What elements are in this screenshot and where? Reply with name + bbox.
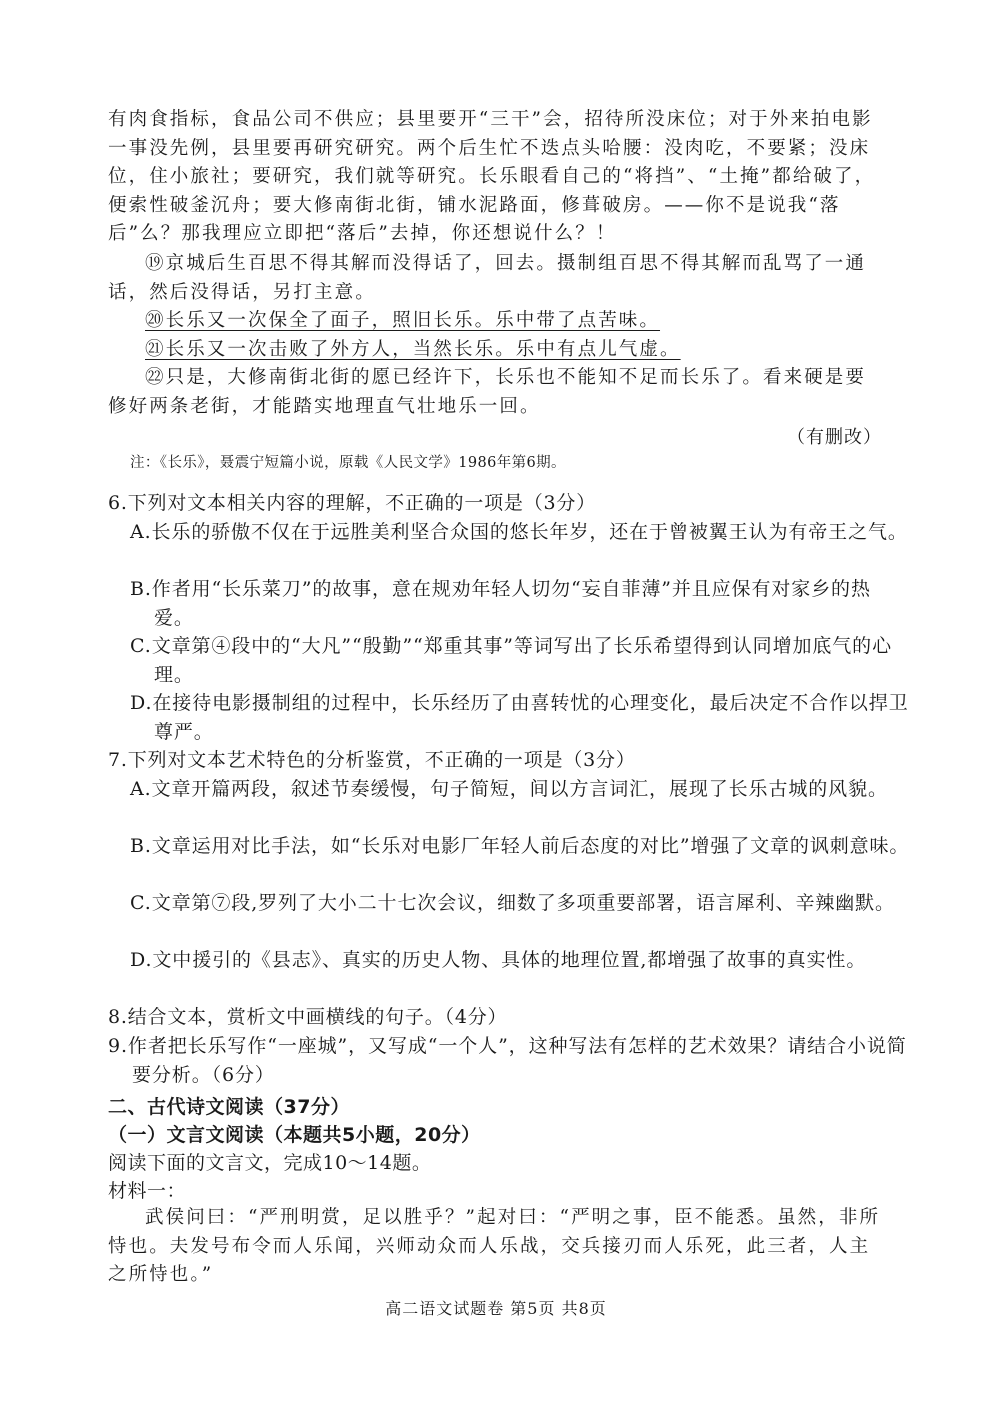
section-title: 二、古代诗文阅读（37分） [108,1096,350,1118]
question-7-option-c: C.文章第⑦段,罗列了大小二十七次会议，细数了多项重要部署，语言犀利、辛辣幽默。 [130,892,895,914]
story-paragraph-20 [108,307,886,336]
question-6-option-c: C.文章第④段中的“大凡”“殷勤”“郑重其事”等词写出了长乐希望得到认同增加底气的心理。 [130,635,892,686]
question-6-option-d: D.在接待电影摄制组的过程中，长乐经历了由喜转忧的心理变化，最后决定不合作以捍卫尊严。 [130,692,909,743]
question-7-stem: 7.下列对文本艺术特色的分析鉴赏，不正确的一项是（3分） [108,749,636,771]
question-6-stem: 6.下列对文本相关内容的理解，不正确的一项是（3分） [108,492,597,514]
classical-text: 武侯问曰：“严刑明赏，足以胜乎？”起对曰：“严明之事，臣不能悉。虽然，非所恃也。夫发号布令而人乐闻，兴师动众而人乐战，交兵接刃而人乐死，此三者，人主之所恃也。” [108,1207,881,1286]
question-9: 9.作者把长乐写作“一座城”，又写成“一个人”，这种写法有怎样的艺术效果？请结合小说简要分析。（6分） [108,1035,907,1086]
section-subtitle: （一）文言文阅读（本题共5小题，20分） [108,1124,481,1146]
underlined-sentence: ㉑长乐又一次击败了外方人，当然长乐。乐中有点儿气虚。 [145,339,681,360]
question-7-option-a: A.文章开篇两段，叙述节奏缓慢，句子简短，间以方言词汇，展现了长乐古城的风貌。 [130,778,888,800]
story-paragraph: 有肉食指标，食品公司不供应；县里要开“三干”会，招待所没床位；对于外来拍电影一事没先例，县里要再研究研究。两个后生忙不迭点头哈腰：没肉吃，不要紧；没床位，住小旅社；要研究，我们就等研究。长乐眼看自己的“将挡”、“土掩”都给破了，便索性破釜沉舟；要大修南街北街，铺水泥路面，修葺破房。——你不是说我“落后”么？那我理应立即把“落后”去掉，你还想说什么？！ [108,109,876,245]
question-8: 8.结合文本，赏析文中画横线的句子。（4分） [108,1006,508,1028]
question-7-option-d: D.文中援引的《县志》、真实的历史人物、具体的地理位置,都增强了故事的真实性。 [130,949,867,971]
story-paragraph-22: ㉒只是，大修南街北街的愿已经许下，长乐也不能知不足而长乐了。看来硬是要修好两条老街，才能踏实地理直气壮地乐一回。 [108,367,867,417]
reading-instruction: 阅读下面的文言文，完成10～14题。 [108,1152,432,1174]
underlined-sentence: ⑳长乐又一次保全了面子，照旧长乐。乐中带了点苦味。 [145,310,661,331]
question-7-option-b: B.文章运用对比手法，如“长乐对电影厂年轻人前后态度的对比”增强了文章的讽刺意味。 [130,835,910,857]
question-6-option-a: A.长乐的骄傲不仅在于远胜美利坚合众国的悠长年岁，还在于曾被翼王认为有帝王之气。 [130,521,908,543]
story-paragraph-21 [108,336,886,365]
material-label: 材料一： [108,1180,187,1202]
page-footer: 高二语文试题卷 第5页 共8页 [385,1299,607,1318]
story-paragraph-19: ⑲京城后生百思不得其解而没得话了，回去。摄制组百思不得其解而乱骂了一通话，然后没得话，另打主意。 [108,253,867,303]
source-note: 注：《长乐》，聂震宁短篇小说，原载《人民文学》1986年第6期。 [130,455,566,471]
question-6-option-b: B.作者用“长乐菜刀”的故事，意在规劝年轻人切勿“妄自菲薄”并且应保有对家乡的热爱。 [130,578,871,629]
abridged-note: （有删改） [787,427,882,448]
